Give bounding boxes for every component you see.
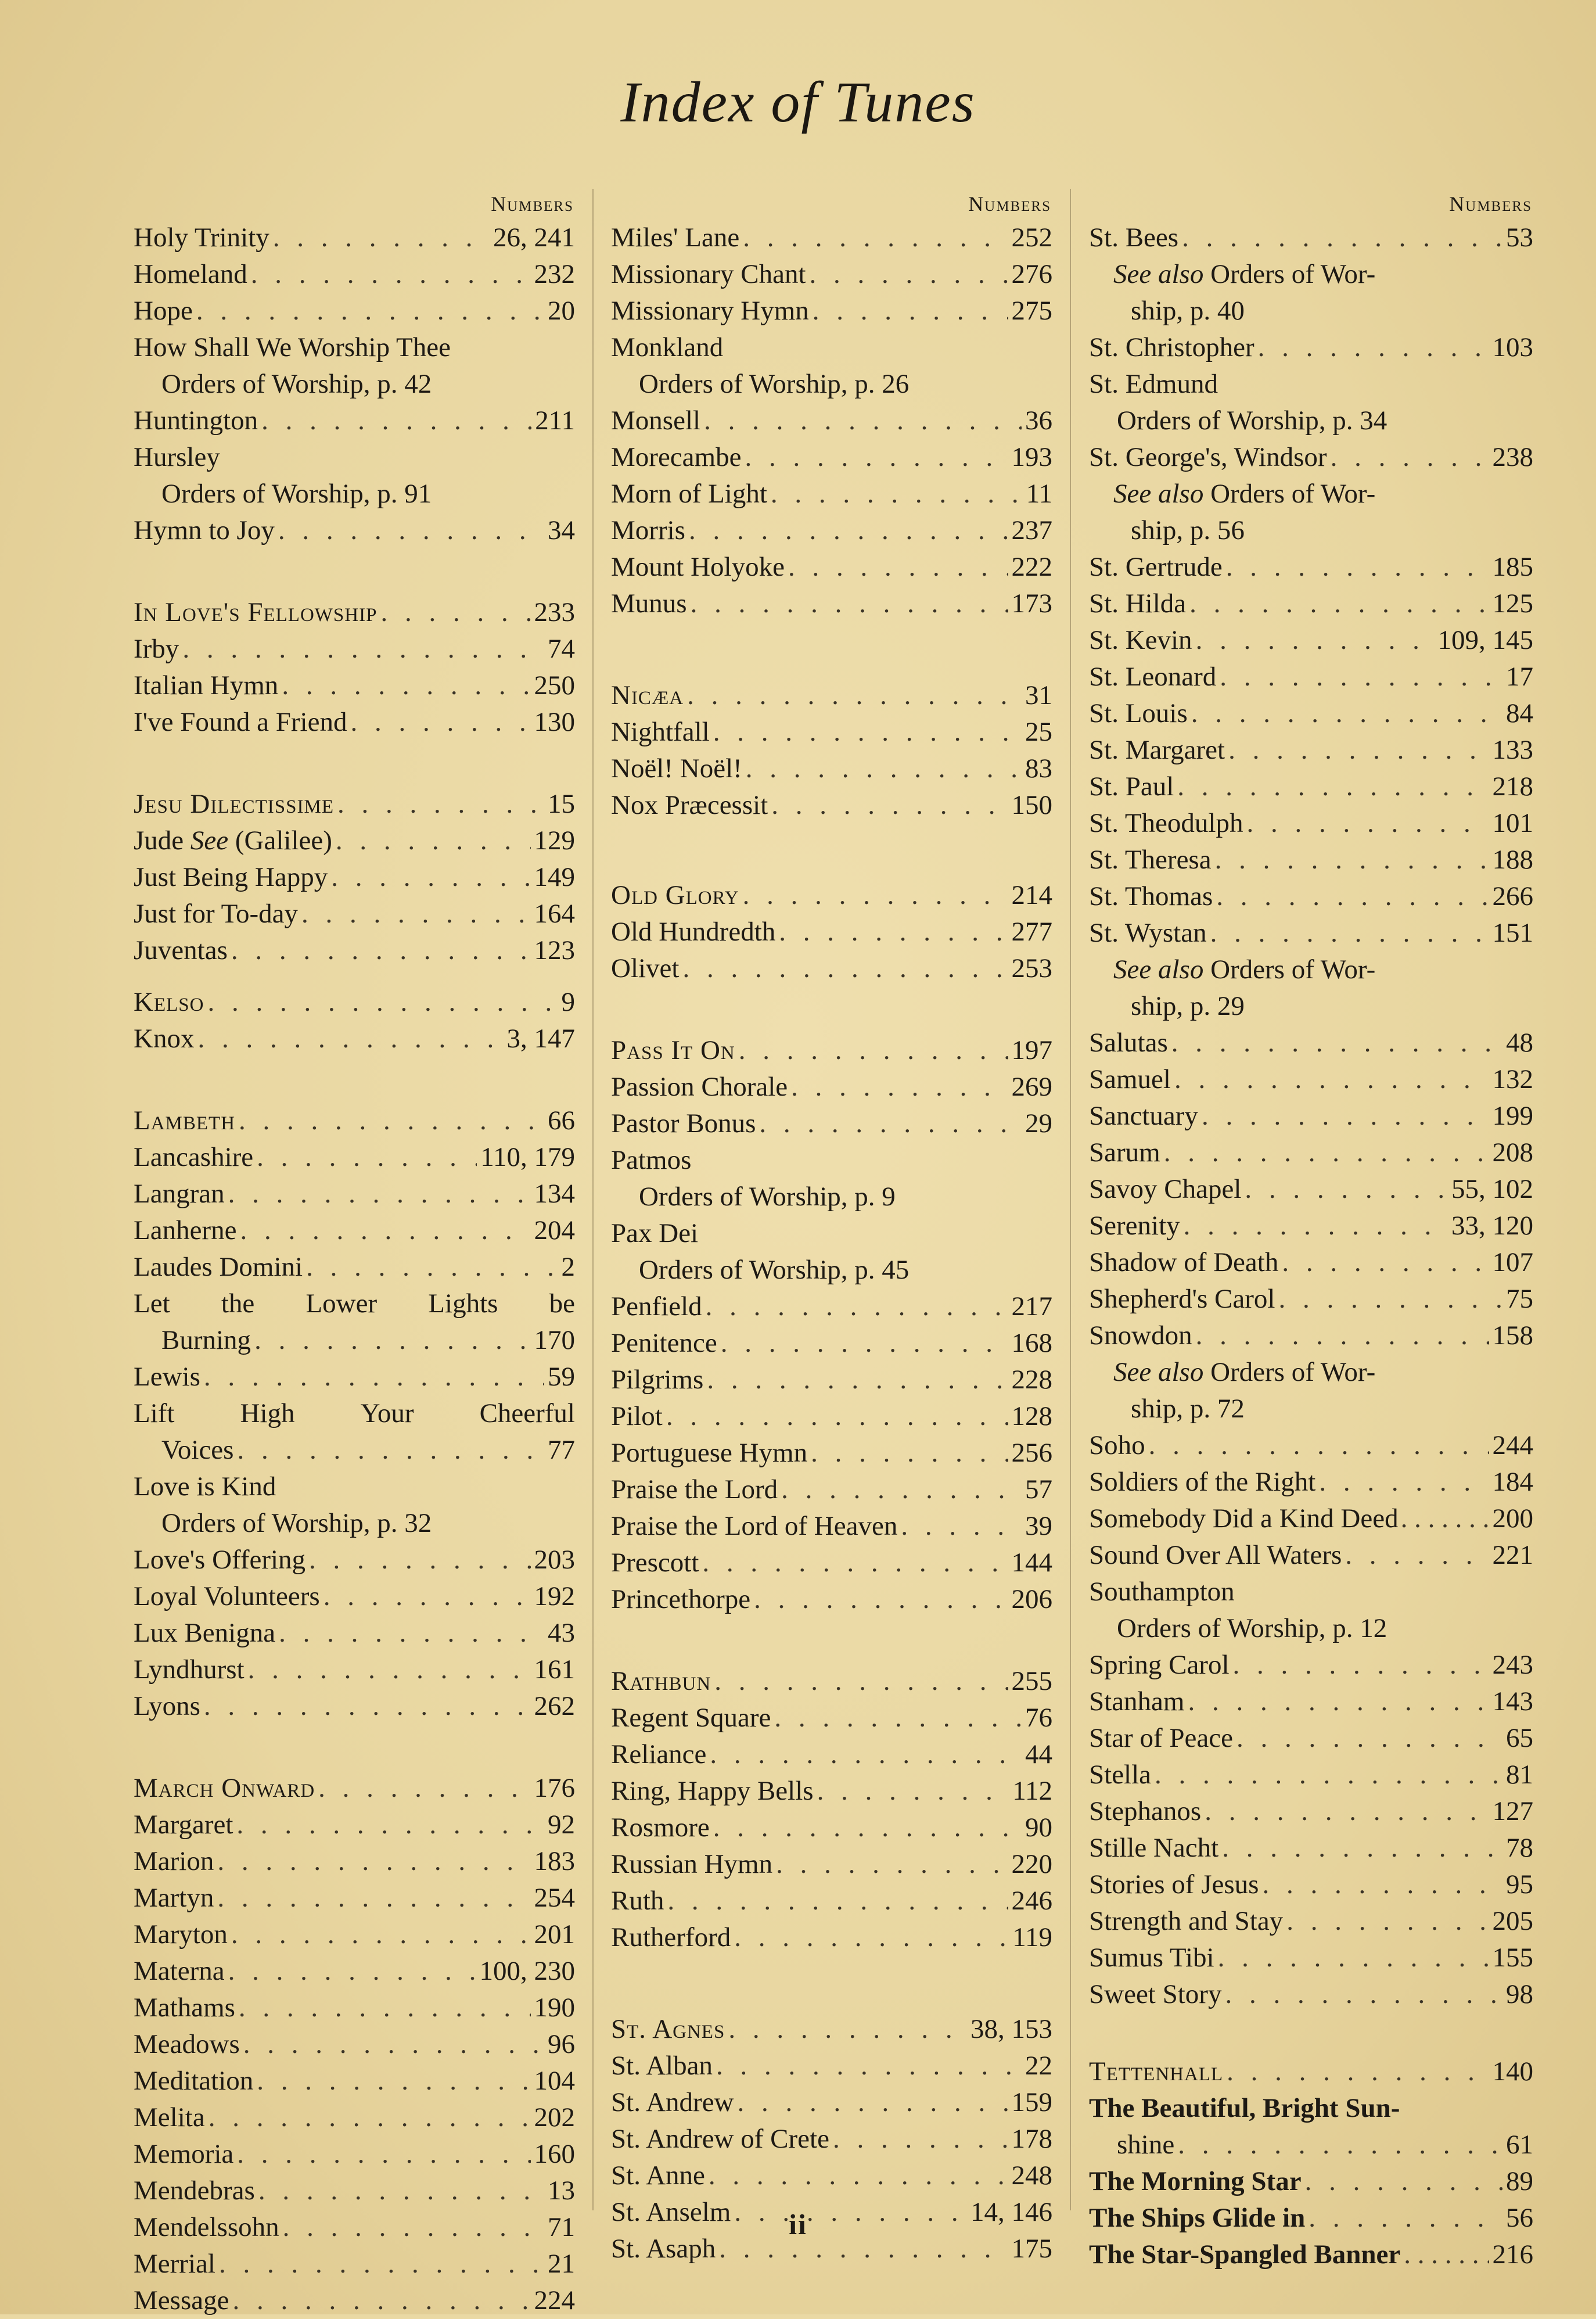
index-entry: Shepherd's Carol . . . 75: [1089, 1281, 1533, 1318]
index-entry: St. Anselm . . . 14, 146: [611, 2194, 1052, 2231]
index-column-2: [611, 191, 1052, 2267]
index-entry: Miles' Lane . . . 252: [611, 220, 1052, 256]
index-entry: St. Gertrude . . . 185: [1089, 549, 1533, 586]
index-entry: Sound Over All Waters . . . 221: [1089, 1537, 1533, 1574]
index-entry: Rutherford . . . 119: [611, 1919, 1052, 1956]
index-entry: Lux Benigna . . . 43: [134, 1615, 575, 1652]
index-entry: St. Theresa . . . 188: [1089, 842, 1533, 878]
index-entry: Loyal Volunteers . . . 192: [134, 1578, 575, 1615]
index-entry: Sanctuary . . . 199: [1089, 1098, 1533, 1135]
index-entry: Patmos Orders of Worship, p. 9: [611, 1145, 896, 1212]
column-divider-left: [592, 189, 594, 2210]
column-divider-right: [1070, 189, 1071, 2210]
index-entry: Irby . . . 74: [134, 631, 575, 667]
index-entry: St. Alban . . . 22: [611, 2048, 1052, 2084]
index-entry: Old Glory . . . 214: [611, 877, 1052, 914]
index-entry: Hursley Orders of Worship, p. 91: [134, 442, 432, 509]
index-entry: Pass It On . . . 197: [611, 1032, 1052, 1069]
index-entry: Stella . . . 81: [1089, 1757, 1533, 1793]
index-entry: Message . . . 224: [134, 2282, 575, 2319]
index-entry: Noël! Noël! . . . 83: [611, 751, 1052, 787]
index-entry: Laudes Domini . . . 2: [134, 1249, 575, 1286]
index-entry: St. Andrew . . . 159: [611, 2084, 1052, 2121]
index-entry: St. Theodulph . . . 101: [1089, 805, 1533, 842]
index-entry: Hope . . . 20: [134, 293, 575, 329]
see-also-note: See also Orders of Wor- ship, p. 72: [1113, 1357, 1376, 1424]
index-entry: St. Hilda . . . 125: [1089, 586, 1533, 622]
index-entry: Reliance . . . 44: [611, 1736, 1052, 1773]
index-entry: Hymn to Joy . . . 34: [134, 512, 575, 549]
index-entry: Mendelssohn . . . 71: [134, 2209, 575, 2246]
index-entry: Langran . . . 134: [134, 1176, 575, 1212]
index-entry: Lambeth . . . 66: [134, 1103, 575, 1139]
index-entry: Lyons . . . 262: [134, 1688, 575, 1725]
index-entry: Ring, Happy Bells . . . 112: [611, 1773, 1052, 1810]
index-entry: Lewis . . . 59: [134, 1359, 575, 1395]
index-entry: Old Hundredth . . . 277: [611, 914, 1052, 950]
index-entry: Stories of Jesus . . . 95: [1089, 1866, 1533, 1903]
index-entry: Holy Trinity . . . 26, 241: [134, 220, 575, 256]
index-entry: Russian Hymn . . . 220: [611, 1846, 1052, 1883]
index-entry: St. Andrew of Crete . . . 178: [611, 2121, 1052, 2158]
index-entry: Nox Præcessit . . . 150: [611, 787, 1052, 824]
index-entry: Sumus Tibi . . . 155: [1089, 1940, 1533, 1976]
index-entry: Missionary Chant . . . 276: [611, 256, 1052, 293]
index-entry: Juventas . . . 123: [134, 932, 575, 969]
index-entry: Southampton Orders of Worship, p. 12: [1089, 1577, 1387, 1643]
index-entry: Pax Dei Orders of Worship, p. 45: [611, 1218, 910, 1285]
index-entry: St. George's, Windsor . . . 238: [1089, 439, 1533, 476]
page-title: Index of Tunes: [620, 70, 976, 134]
index-entry: Pilot . . . 128: [611, 1398, 1052, 1435]
index-entry: Monkland Orders of Worship, p. 26: [611, 332, 910, 399]
index-entry: Kelso . . . 9: [134, 984, 575, 1021]
index-entry: Pilgrims . . . 228: [611, 1362, 1052, 1398]
index-entry: Memoria . . . 160: [134, 2136, 575, 2173]
index-entry: St. Christopher . . . 103: [1089, 329, 1533, 366]
index-entry: How Shall We Worship Thee Orders of Worship, p. 42: [134, 332, 451, 399]
index-entry: St. Paul . . . 218: [1089, 769, 1533, 805]
index-entry: Martyn . . . 254: [134, 1880, 575, 1916]
index-entry: St. Edmund Orders of Worship, p. 34: [1089, 369, 1387, 436]
index-entry: Mendebras . . . 13: [134, 2173, 575, 2209]
index-entry: Mathams . . . 190: [134, 1990, 575, 2026]
see-also-note: See also Orders of Wor- ship, p. 29: [1113, 954, 1376, 1021]
index-entry: Lyndhurst . . . 161: [134, 1652, 575, 1688]
index-entry: Just Being Happy . . . 149: [134, 859, 575, 896]
index-entry: Nightfall . . . 25: [611, 714, 1052, 751]
index-entry: Snowdon . . . 158: [1089, 1318, 1533, 1354]
index-entry: Morris . . . 237: [611, 512, 1052, 549]
index-entry: Portuguese Hymn . . . 256: [611, 1435, 1052, 1471]
index-entry: Stille Nacht . . . 78: [1089, 1830, 1533, 1866]
index-entry: Monsell . . . 36: [611, 403, 1052, 439]
index-entry: Materna . . . 100, 230: [134, 1953, 575, 1990]
index-entry: St. Wystan . . . 151: [1089, 915, 1533, 952]
index-entry: Prescott . . . 144: [611, 1545, 1052, 1581]
index-entry: Stanham . . . 143: [1089, 1683, 1533, 1720]
index-entry: St. Margaret . . . 133: [1089, 732, 1533, 769]
index-entry: Soldiers of the Right . . . 184: [1089, 1464, 1533, 1500]
index-entry: Merrial . . . 21: [134, 2246, 575, 2282]
index-entry: Lanherne . . . 204: [134, 1212, 575, 1249]
index-entry: Missionary Hymn . . . 275: [611, 293, 1052, 329]
index-entry: Jesu Dilectissime . . . 15: [134, 786, 575, 823]
index-entry: Jude See (Galilee) . . . 129: [134, 823, 575, 859]
index-entry: Munus . . . 173: [611, 586, 1052, 622]
index-entry: The Morning Star . . . 89: [1089, 2163, 1533, 2200]
index-entry: Star of Peace . . . 65: [1089, 1720, 1533, 1757]
index-entry: I've Found a Friend . . . 130: [134, 704, 575, 741]
index-entry: Nicæa . . . 31: [611, 677, 1052, 714]
index-entry: Tettenhall . . . 140: [1089, 2054, 1533, 2090]
index-entry: Passion Chorale . . . 269: [611, 1069, 1052, 1105]
index-entry: St. Anne . . . 248: [611, 2158, 1052, 2194]
index-entry: Meadows . . . 96: [134, 2026, 575, 2063]
index-entry: Sweet Story . . . 98: [1089, 1976, 1533, 2013]
numbers-heading: Numbers: [491, 192, 574, 216]
index-entry: Serenity . . . 33, 120: [1089, 1208, 1533, 1244]
index-entry: St. Thomas . . . 266: [1089, 878, 1533, 915]
index-entry: Homeland . . . 232: [134, 256, 575, 293]
index-entry: Morecambe . . . 193: [611, 439, 1052, 476]
index-entry: Praise the Lord . . . 57: [611, 1471, 1052, 1508]
index-entry: Ruth . . . 246: [611, 1883, 1052, 1919]
index-entry: Penitence . . . 168: [611, 1325, 1052, 1362]
index-entry: Huntington . . . 211: [134, 403, 575, 439]
index-entry: St. Louis . . . 84: [1089, 695, 1533, 732]
page-number: ii: [789, 2208, 807, 2241]
index-entry: Marion . . . 183: [134, 1843, 575, 1880]
index-entry: Let the Lower Lights be Burning . . . 170: [134, 1286, 575, 1359]
index-entry: Margaret . . . 92: [134, 1807, 575, 1843]
index-entry: Lancashire . . . 110, 179: [134, 1139, 575, 1176]
index-entry: The Ships Glide in . . . 56: [1089, 2200, 1533, 2237]
index-entry: Olivet . . . 253: [611, 950, 1052, 987]
index-entry: Shadow of Death . . . 107: [1089, 1244, 1533, 1281]
index-entry: Regent Square . . . 76: [611, 1700, 1052, 1736]
index-entry: Rosmore . . . 90: [611, 1810, 1052, 1846]
index-column-1: [134, 191, 575, 2319]
index-entry: Praise the Lord of Heaven . . . 39: [611, 1508, 1052, 1545]
index-entry: Maryton . . . 201: [134, 1916, 575, 1953]
index-entry: Meditation . . . 104: [134, 2063, 575, 2099]
index-entry: St. Kevin . . . 109, 145: [1089, 622, 1533, 659]
index-entry: Melita . . . 202: [134, 2099, 575, 2136]
numbers-heading: Numbers: [1449, 192, 1532, 216]
see-also-note: See also Orders of Wor- ship, p. 56: [1113, 479, 1376, 545]
index-entry: Just for To-day . . . 164: [134, 896, 575, 932]
index-entry: Penfield . . . 217: [611, 1288, 1052, 1325]
index-entry: The Beautiful, Bright Sun- shine . . . 61: [1089, 2090, 1533, 2163]
index-entry: Rathbun . . . 255: [611, 1663, 1052, 1700]
index-entry: Spring Carol . . . 243: [1089, 1647, 1533, 1683]
index-entry: St. Agnes . . . 38, 153: [611, 2011, 1052, 2048]
index-entry: Strength and Stay . . . 205: [1089, 1903, 1533, 1940]
index-entry: Pastor Bonus . . . 29: [611, 1105, 1052, 1142]
index-entry: Lift High Your Cheerful Voices . . . 77: [134, 1395, 575, 1469]
index-entry: March Onward . . . 176: [134, 1770, 575, 1807]
index-entry: St. Bees . . . 53: [1089, 220, 1533, 256]
index-entry: Mount Holyoke . . . 222: [611, 549, 1052, 586]
index-entry: Love's Offering . . . 203: [134, 1542, 575, 1578]
index-entry: Italian Hymn . . . 250: [134, 667, 575, 704]
see-also-note: See also Orders of Wor- ship, p. 40: [1113, 259, 1376, 326]
index-entry: Knox . . . 3, 147: [134, 1021, 575, 1057]
index-entry: St. Asaph . . . 175: [611, 2231, 1052, 2267]
index-entry: St. Leonard . . . 17: [1089, 659, 1533, 695]
index-entry: Princethorpe . . . 206: [611, 1581, 1052, 1618]
index-entry: Sarum . . . 208: [1089, 1135, 1533, 1171]
index-entry: Soho . . . 244: [1089, 1427, 1533, 1464]
index-entry: Love is Kind Orders of Worship, p. 32: [134, 1471, 432, 1538]
index-entry: Stephanos . . . 127: [1089, 1793, 1533, 1830]
index-entry: Somebody Did a Kind Deed . . . 200: [1089, 1500, 1533, 1537]
index-entry: Samuel . . . 132: [1089, 1061, 1533, 1098]
index-entry: In Love's Fellowship . . . 233: [134, 594, 575, 631]
index-entry: Salutas . . . 48: [1089, 1025, 1533, 1061]
index-entry: Morn of Light . . . 11: [611, 476, 1052, 512]
index-entry: Savoy Chapel . . . 55, 102: [1089, 1171, 1533, 1208]
index-column-3: [1089, 191, 1533, 2273]
index-entry: The Star-Spangled Banner . . . 216: [1089, 2237, 1533, 2273]
numbers-heading: Numbers: [968, 192, 1051, 216]
